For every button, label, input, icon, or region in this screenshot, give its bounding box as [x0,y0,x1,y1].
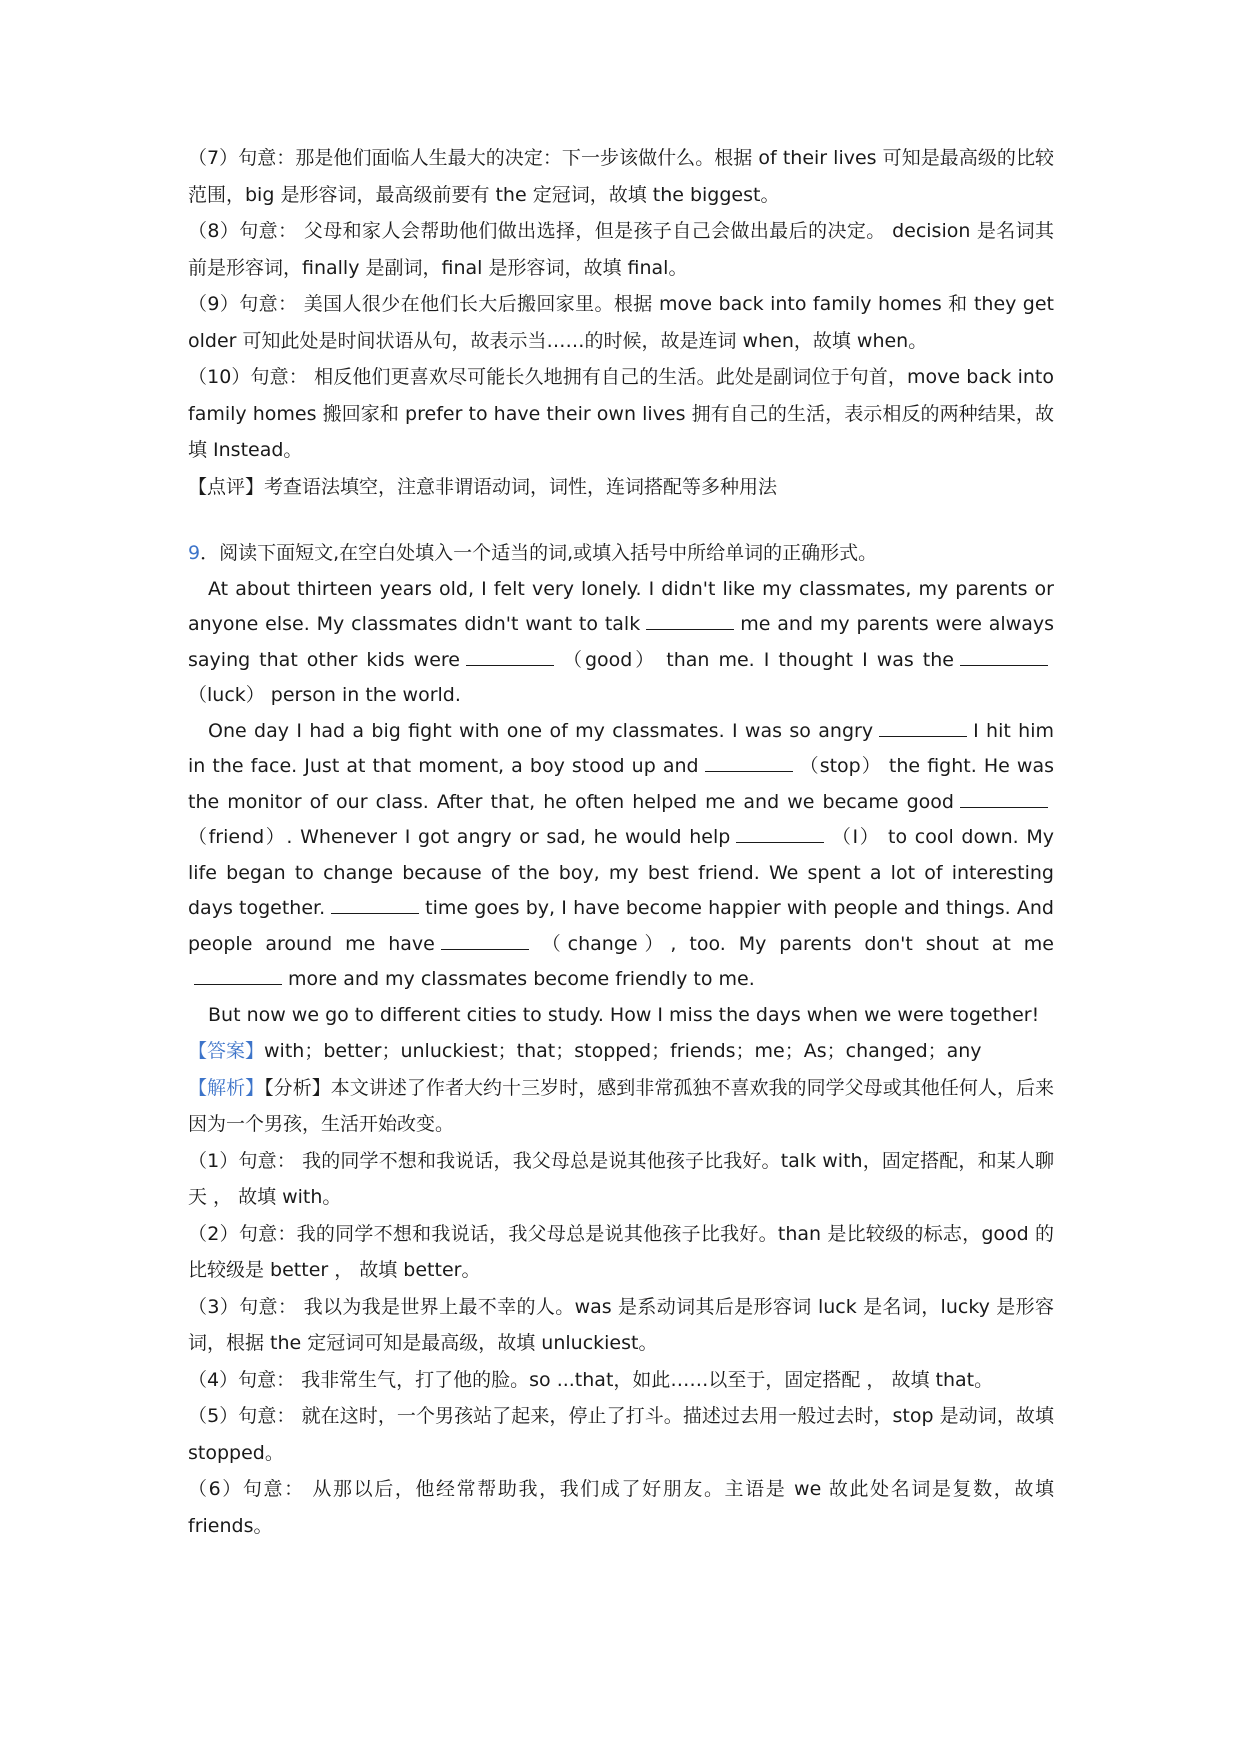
question-instruction: ．阅读下面短文,在空白处填入一个适当的词,或填入括号中所给单词的正确形式。 [200,542,878,564]
explanation-10: （10）句意： 相反他们更喜欢尽可能长久地拥有自己的生活。此处是副词位于句首，move back into family homes 搬回家和 prefer to have their own lives 拥有自己的生活，表示相反的两种结果，故填 Instead。 [188,366,1054,461]
analysis-label: 【解析】 [188,1076,265,1099]
explanation-8: （8）句意： 父母和家人会帮助他们做出选择，但是孩子自己会做出最后的决定。 decision 是名词其前是形容词，finally 是副词，final 是形容词，故填 final。 [188,220,1054,279]
analysis-text: 【分析】本文讲述了作者大约十三岁时，感到非常孤独不喜欢我的同学父母或其他任何人，后来 因为一个男孩，生活开始改变。 [188,1076,1054,1135]
explanation-3: （3）句意： 我以为我是世界上最不幸的人。was 是系动词其后是形容词 luck 是名词，lucky 是形容词，根据 the 定冠词可知是最高级，故填 unluckiest。 [188,1295,1054,1354]
comment-line: 【点评】考查语法填空，注意非谓语动词，词性，连词搭配等多种用法 [188,475,778,498]
blank-6[interactable] [960,790,1048,808]
explanation-5: （5）句意： 就在这时，一个男孩站了起来，停止了打斗。描述过去用一般过去时，stop 是动词，故填 stopped。 [188,1405,1054,1464]
blank-9[interactable] [441,932,529,950]
passage-paragraph-2: One day I had a big fight with one of my classmates. I was so angry I hit him in the face. Just at that moment, a boy stood up and （stop） the fight. He was the monitor of our class. After that, he often helped me and we became good（friend）. Whenever I got angry or sad, he would help （I） to cool down. My life began to change because of the boy, my best friend. We spent a lot of interesting days together. time goes by, I have become happier with people and things. And people around me have （change）, too. My parents don't shout at memore and my classmates become friendly to me. [188,719,1054,990]
blank-8[interactable] [331,896,419,914]
answer-line [188,1033,1054,1070]
blank-7[interactable] [736,825,824,843]
document-page [188,140,1054,1544]
blank-2[interactable] [466,648,554,666]
explanation-4: （4）句意： 我非常生气，打了他的脸。so ...that，如此……以至于，固定搭配 ， 故填 that。 [188,1368,994,1391]
passage-paragraph-3: But now we go to different cities to study. How I miss the days when we were together! [208,1003,1040,1026]
explanation-2: （2）句意：我的同学不想和我说话，我父母总是说其他孩子比我好。than 是比较级的标志，good 的比较级是 better ， 故填 better。 [188,1222,1054,1281]
blank-4[interactable] [879,719,967,737]
blank-5[interactable] [705,754,793,772]
explanation-7: （7）句意：那是他们面临人生最大的决定：下一步该做什么。根据 of their lives 可知是最高级的比较范围，big 是形容词，最高级前要有 the 定冠词，故填 the biggest。 [188,147,1054,206]
explanation-6: （6）句意： 从那以后，他经常帮助我，我们成了好朋友。主语是 we 故此处名词是复数，故填 friends。 [188,1478,1054,1537]
answer-label: 【答案】 [188,1040,265,1062]
blank-10[interactable] [194,967,282,985]
question-header [188,535,1054,572]
blank-3[interactable] [960,648,1048,666]
blank-1[interactable] [646,612,734,630]
section-gap [188,505,1054,535]
answer-text: with；better；unluckiest；that；stopped；friends；me；As；changed；any [264,1040,982,1062]
explanation-9: （9）句意： 美国人很少在他们长大后搬回家里。根据 move back into family homes 和 they get older 可知此处是时间状语从句，故表示当……的时候，故是连词 when，故填 when。 [188,293,1054,352]
passage-paragraph-1: At about thirteen years old, I felt very lonely. I didn't like my classmates, my parents or anyone else. My classmates didn't want to talk me and my parents were always saying that other kids were （good） than me. I thought I was the（luck） person in the world. [188,577,1055,706]
explanation-1: （1）句意： 我的同学不想和我说话，我父母总是说其他孩子比我好。talk with，固定搭配，和某人聊天 ， 故填 with。 [188,1149,1054,1208]
analysis-line [188,1070,1054,1143]
question-number: 9 [188,542,201,564]
